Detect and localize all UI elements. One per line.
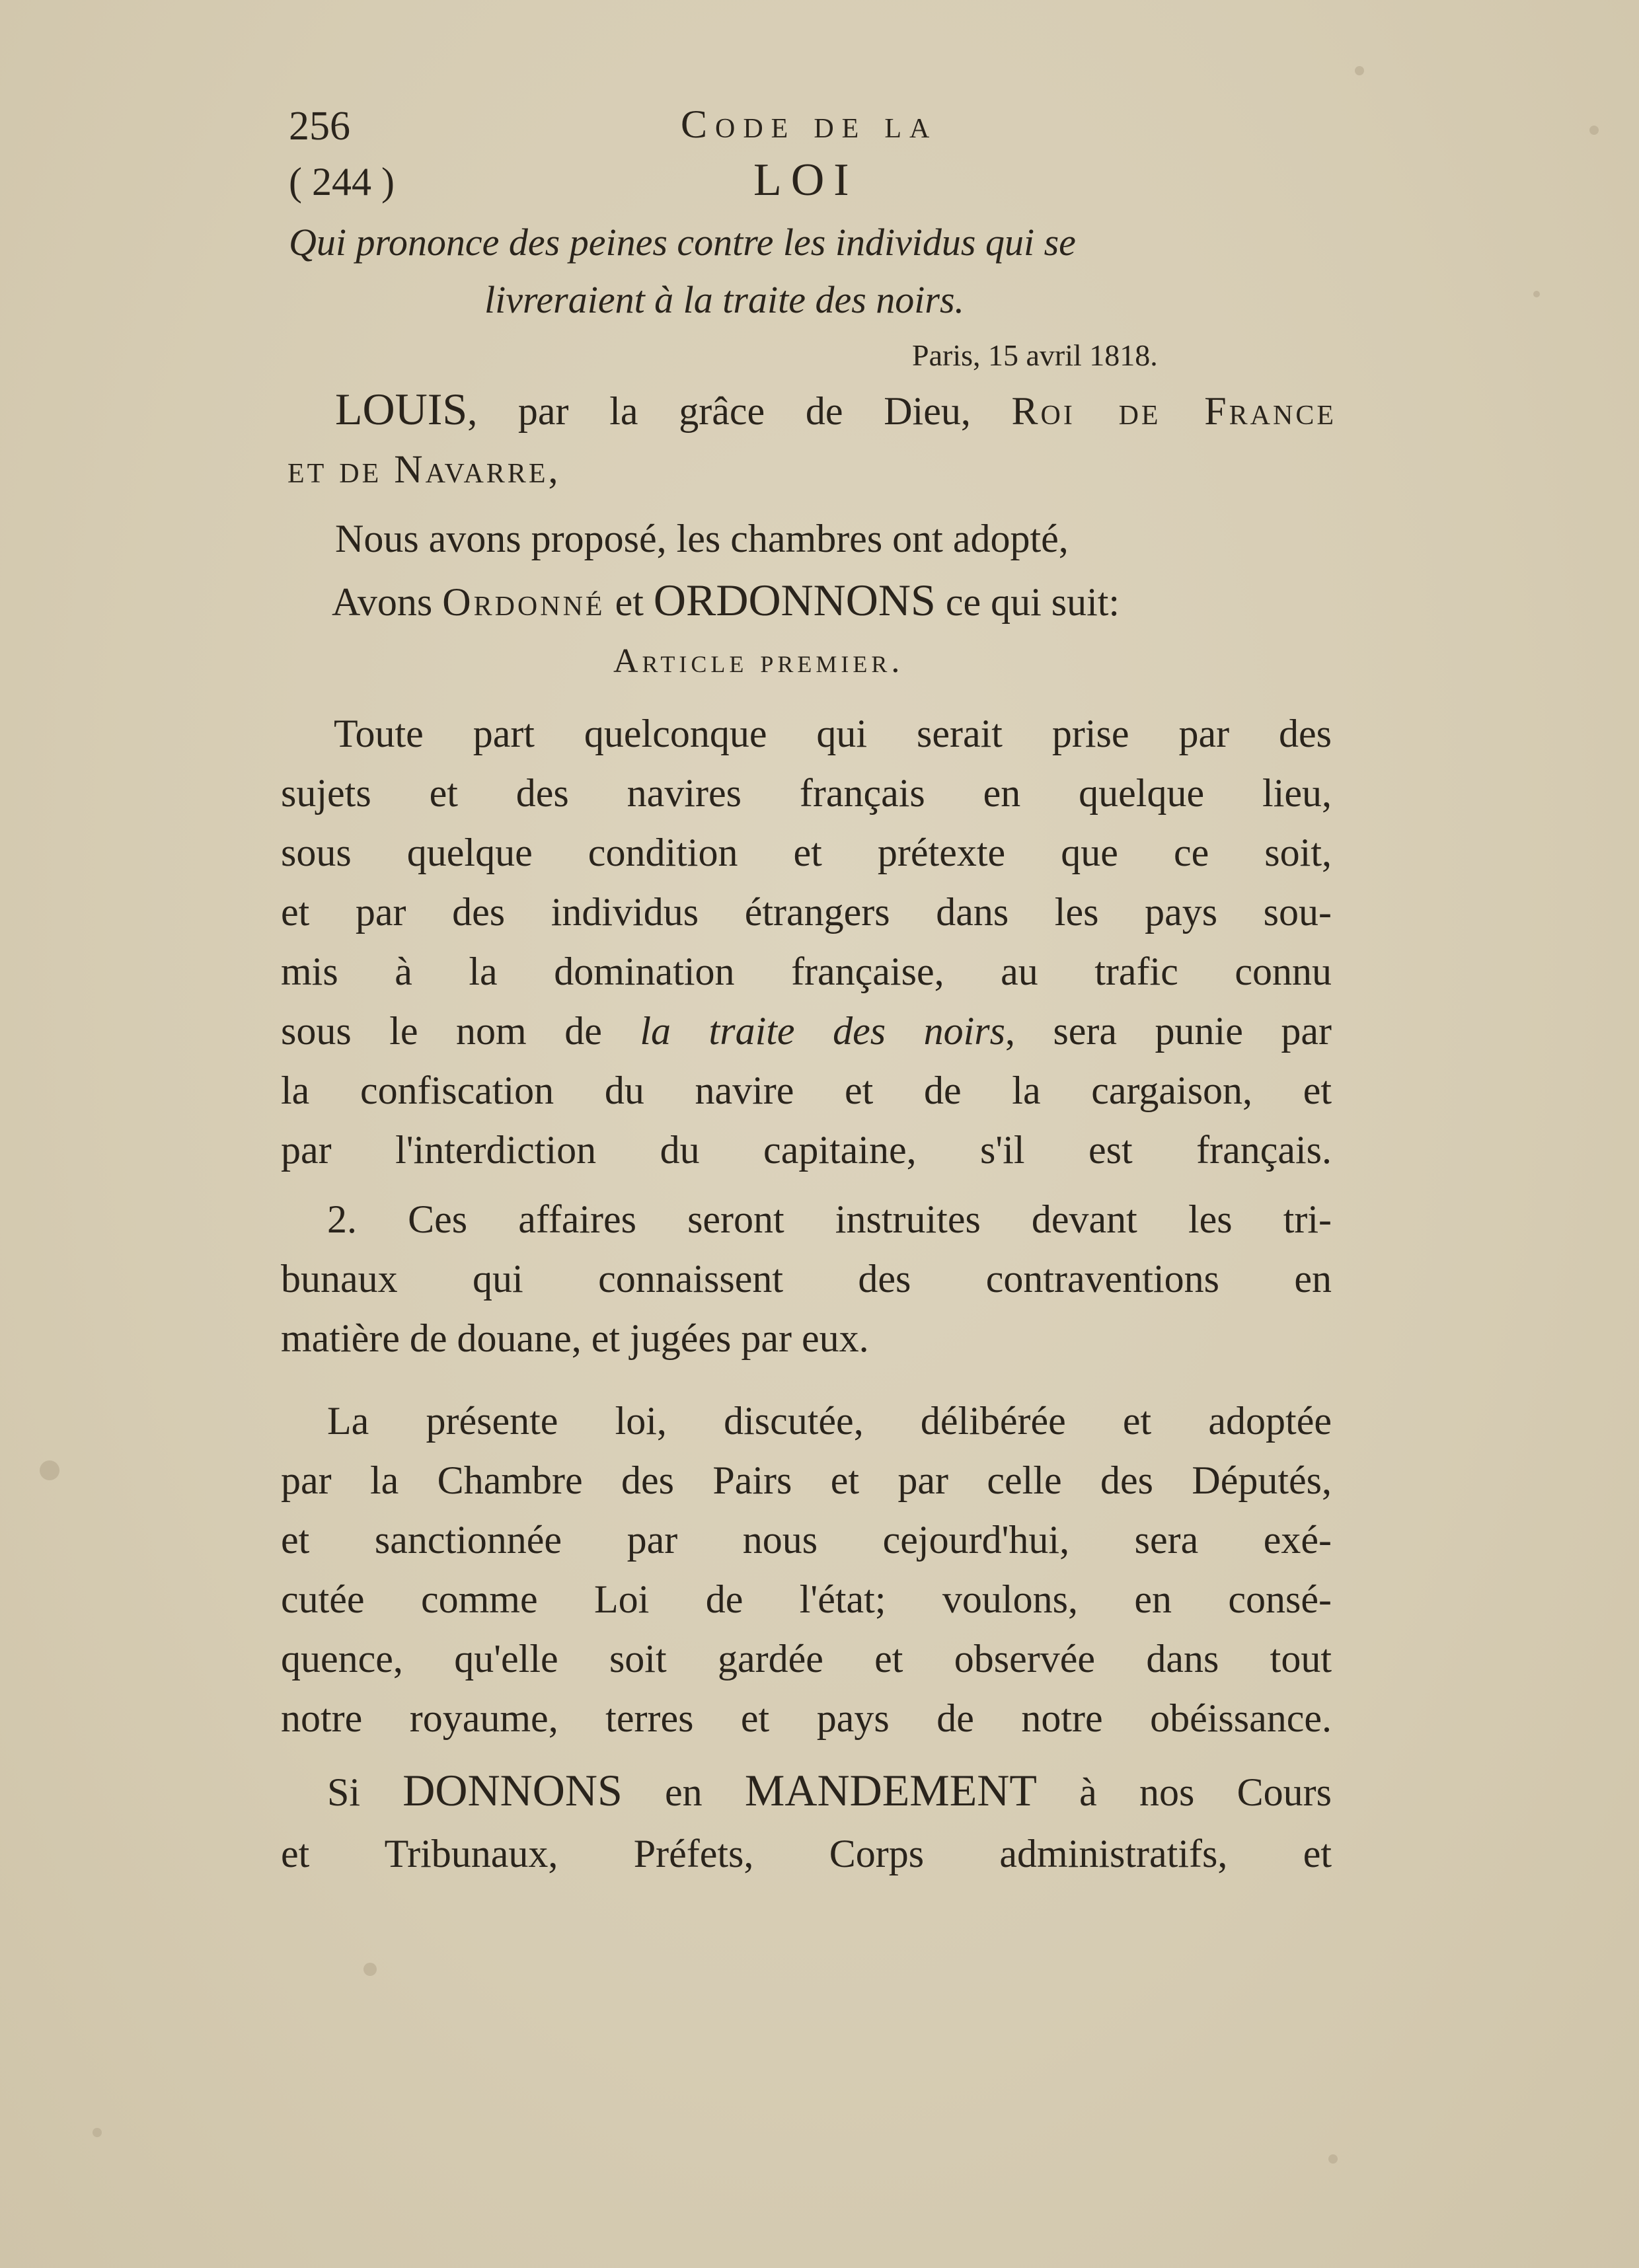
running-title: Code de la [681,102,938,146]
article2-line: bunaux qui connaissent des contraventions en [281,1257,1332,1301]
mandement-caps-text: MANDEMENT [744,1765,1037,1815]
article1-emphasis: la traite des noirs [640,1009,1005,1053]
paper-speck [1355,66,1364,75]
preamble-line: Nous avons proposé, les chambres ont adopté, [335,517,1069,560]
mandement-text: en [622,1770,745,1814]
preamble-line [332,575,1120,625]
paper-speck [1589,126,1599,135]
paper-speck [363,1963,377,1976]
subtitle-line: livreraient à la traite des noirs. [484,278,965,321]
article1-line [281,1011,1332,1051]
article1-line: sujets et des navires français en quelque lieu, [281,771,1332,815]
article1-line: Toute part quelconque qui serait prise par des [334,712,1332,755]
article1-line: mis à la domination française, au trafic connu [281,950,1332,993]
preamble-line: et de Navarre, [287,447,561,491]
royal-title: Roi de France [1011,389,1336,433]
paper-speck [40,1460,59,1480]
preamble-line [335,384,1336,434]
page-number: 256 [289,104,350,149]
law-title: LOI [753,155,858,206]
article1-line: sous quelque condition et prétexte que ce soit, [281,831,1332,874]
paper-speck [1328,2154,1338,2164]
king-name: LOUIS [335,384,468,434]
mandement-text: à nos Cours [1036,1770,1332,1814]
preamble-text: , par la grâce de Dieu, [467,389,1012,433]
mandement-line [327,1765,1332,1815]
ordonnons-text: ORDONNONS [653,575,936,625]
article1-line: par l'interdiction du capitaine, s'il est français. [281,1128,1332,1172]
preamble-text: et [605,580,654,624]
article1-text: sous le nom de [281,1009,640,1053]
article1-line: et par des individus étrangers dans les pays sou- [281,890,1332,934]
closing-line: quence, qu'elle soit gardée et observée dans tout [281,1637,1332,1681]
paper-speck [1533,291,1540,297]
preamble-text: Avons [332,580,443,624]
original-page-number: ( 244 ) [289,160,395,204]
mandement-text: Si [327,1770,403,1814]
dateline: Paris, 15 avril 1818. [912,338,1158,372]
closing-line: et sanctionnée par nous cejourd'hui, sera exé- [281,1518,1332,1562]
mandement-line: et Tribunaux, Préfets, Corps administratifs, et [281,1832,1332,1875]
article2-line: matière de douane, et jugées par eux. [281,1316,869,1360]
donnons-text: DONNONS [402,1765,623,1815]
paper-speck [93,2128,102,2137]
article1-text: , sera punie par [1005,1009,1332,1053]
preamble-text: ce qui suit: [935,580,1120,624]
closing-line: cutée comme Loi de l'état; voulons, en consé- [281,1577,1332,1621]
article-heading: Article premier. [613,642,904,680]
closing-line: notre royaume, terres et pays de notre obéissance. [281,1696,1332,1740]
closing-line: par la Chambre des Pairs et par celle des Députés, [281,1458,1332,1502]
closing-line: La présente loi, discutée, délibérée et adoptée [327,1399,1332,1443]
article1-line: la confiscation du navire et de la cargaison, et [281,1069,1332,1112]
article2-line: 2. Ces affaires seront instruites devant les tri- [327,1197,1332,1241]
ordonne-text: Ordonné [442,580,605,624]
subtitle-line: Qui prononce des peines contre les individus qui se [289,221,1076,264]
